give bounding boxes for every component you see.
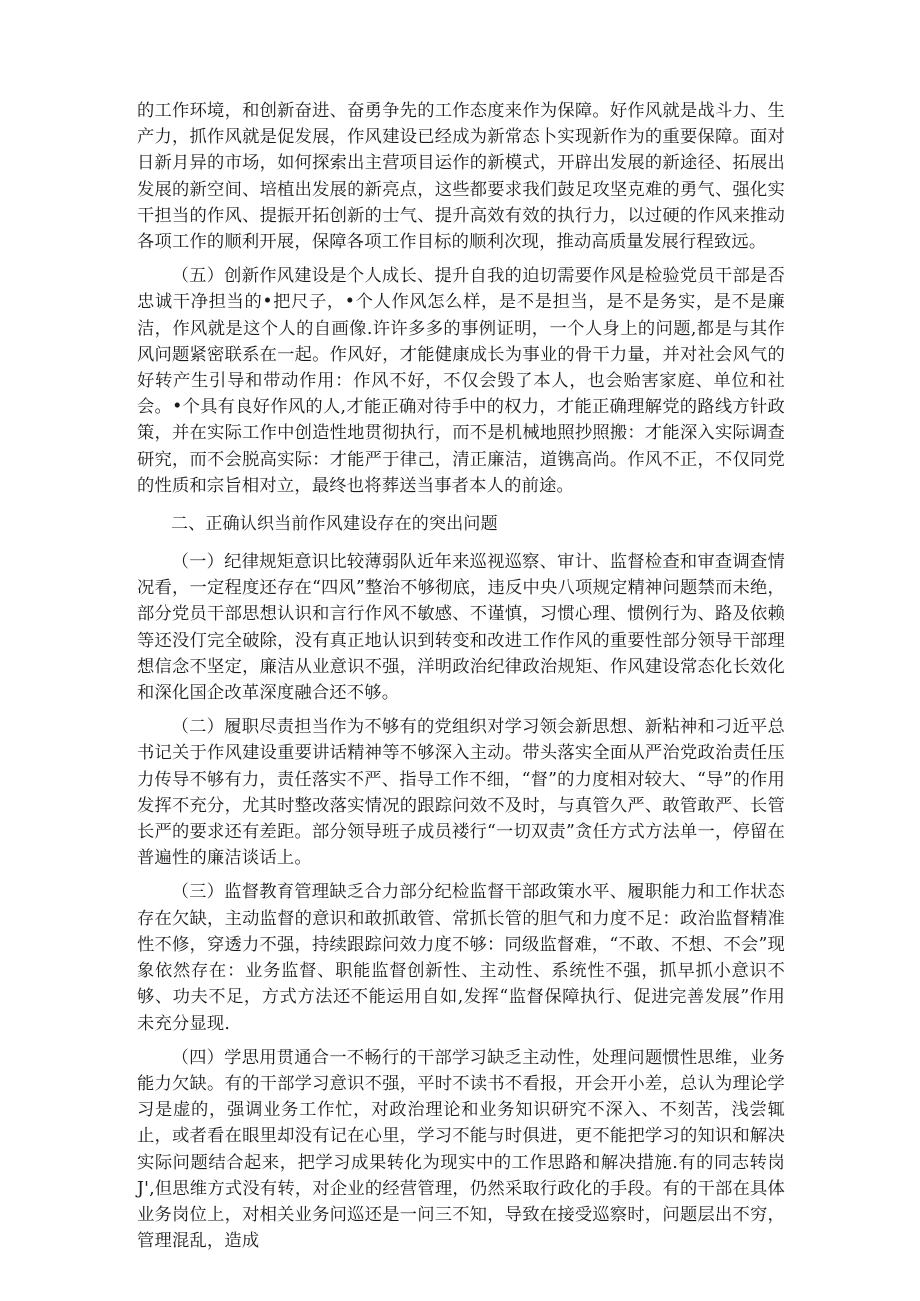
paragraph-section-5: （五）创新作风建设是个人成长、提升自我的迫切需要作风是检验党员干部是否忠诚干净担当的•把尺子，•个人作风怎么样，是不是担当，是不是务实，是不是廉洁，作风就是这个人的自画像.许许多多的事例证明，一个人身上的问题,都是与其作风问题紧密联系在一起。作风好，才能健康成长为事业的骨干力量，并对社会风气的好转产生引导和带动作用：作风不好，不仅会毁了本人，也会贻害家庭、单位和社会。•个具有良好作风的人,才能正确对待手中的权力，才能正确理解党的路线方针政策，并在实际工作中创造性地贯彻执行，而不是机械地照抄照搬：才能深入实际调查研究，而不会脱高实际：才能严于律己，清正廉洁，道镌高尚。作风不正，不仅同党的性质和宗旨相对立，最终也将葬送当事者本人的前途。 [137,266,785,496]
paragraph-item-1: （一）纪律规矩意识比较薄弱队近年来巡视巡察、审计、监督检查和审查调查情况看，一定程度还存在“四风”整治不够彻底，违反中央八项规定精神问题禁而未绝，部分党员干部思想认识和言行作风不敏感、不谨慎，习惯心理、惯例行为、路及依赖等还没仃完全破除，没有真正地认识到转变和改进工作作风的重要性部分领导干部理想信念不坚定，廉洁从业意识不强，洋明政治纪律政治规矩、作风建设常态化长效化和深化国企改革深度融合还不够。 [137,552,785,704]
section-heading-2: 二、正确认织当前作风建设存在的突出问题 [171,514,498,535]
paragraph-item-4: （四）学思用贯通合一不畅行的干部学习缺乏主动性，处理问题惯性思维，业务能力欠缺。有的干部学习意识不强，平时不读书不看报，开会开小差，总认为理论学习是虚的，强调业务工作忙，对政治理论和业务知识研究不深入、不刻苦，浅尝辄止，或者看在眼里却没有记在心里，学习不能与时俱进，更不能把学习的知识和解决实际问题结合起来，把学习成果转化为现实中的工作思路和解决措施.有的同志转岗J',但思维方式没有转，对企业的经营管理，仍然采取行政化的手段。有的干部在具体业务岗位上，对相关业务问巡还是一问三不知，导致在接受巡察时，问题层出不穷，管理混乱，造成 [137,1047,785,1252]
paragraph-continuation: 的工作环境，和创新奋进、奋勇争先的工作态度来作为保障。好作风就是战斗力、生产力，抓作风就是促发展，作风建设已经成为新常态卜实现新作为的重要保障。面对日新月异的市场，如何探索出主营项目运作的新模式，开辟出发展的新途径、拓展出发展的新空间、培植出发展的新亮点，这些都要求我们鼓足攻坚克难的勇气、强化实干担当的作风、提振开拓创新的士气、提升高效有效的执行力，以过硬的作风来推动各项工作的顺利开展，保障各项工作目标的顺利次现，推动高质量发展行程致远。 [137,101,785,253]
document-page [137,98,785,1254]
paragraph-item-3: （三）监督教育管理缺乏合力部分纪检监督干部政策水平、履职能力和工作状态存在欠缺，主动监督的意识和敢抓敢管、常抓长管的胆气和力度不足：政治监督精准性不修，穿透力不强，持续跟踪问效力度不够：同级监督难，“不敢、不想、不会”现象依然存在：业务监督、职能监督创新性、主动性、系统性不强，抓早抓小意识不够、功夫不足，方式方法还不能运用自如,发挥“监督保障执行、促进完善发展”作用未充分显现. [137,882,785,1034]
paragraph-item-2: （二）履职尽责担当作为不够有的党组织对学习领会新思想、新粘神和刁近平总书记关于作风建设重要讲话精神等不够深入主动。带头落实全面从严治党政治责任压力传导不够有力，责任落实不严、指导工作不细，“督”的力度相对较大、“导”的作用发挥不充分，尤其时整改落实情况的跟踪问效不及时，与真管久严、敢管敢严、长管长严的要求还有差距。部分领导班子成员褛行“一切双责”贪任方式方法单一，停留在普遍性的廉洁谈话上。 [137,717,785,869]
